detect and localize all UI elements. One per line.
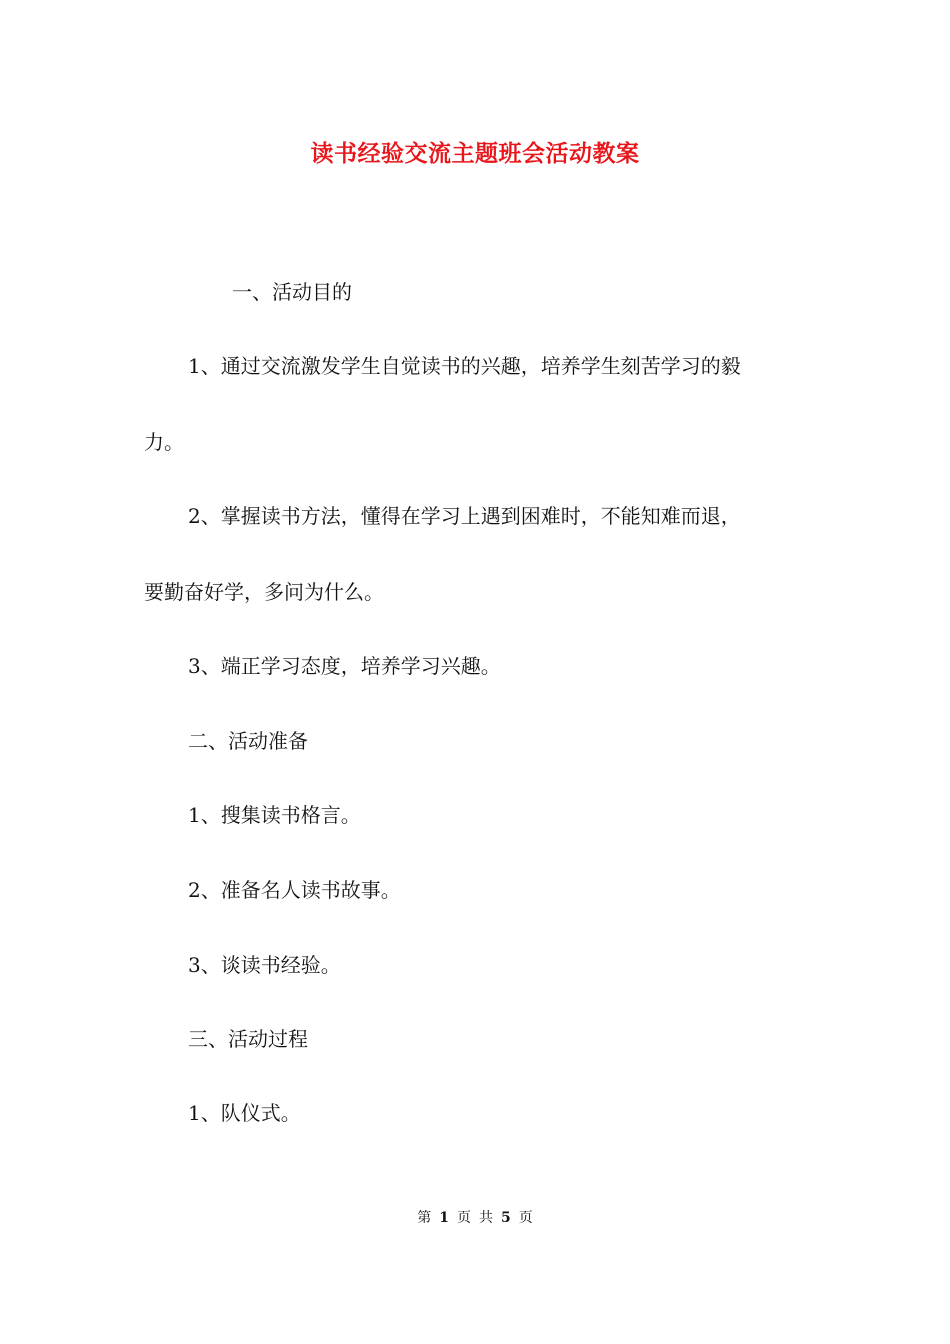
paragraph-line: 1、搜集读书格言。 — [188, 803, 361, 827]
paragraph-line: 3、谈读书经验。 — [188, 953, 341, 977]
footer-total-label: 页 — [518, 1210, 533, 1226]
paragraph-line: 2、掌握读书方法，懂得在学习上遇到困难时，不能知难而退， — [188, 504, 741, 528]
document-title: 读书经验交流主题班会活动教案 — [310, 140, 640, 167]
section-heading-process: 三、活动过程 — [188, 1027, 308, 1051]
footer-total-pages: 5 — [501, 1210, 511, 1226]
section-heading-preparation: 二、活动准备 — [188, 729, 308, 753]
paragraph-line: 1、通过交流激发学生自觉读书的兴趣，培养学生刻苦学习的毅 — [188, 354, 741, 378]
footer-page-prefix: 第 — [417, 1210, 432, 1226]
paragraph-line: 力。 — [144, 430, 184, 454]
paragraph-line: 3、端正学习态度，培养学习兴趣。 — [188, 654, 501, 678]
page-footer — [0, 1208, 950, 1228]
footer-total-prefix: 共 — [479, 1210, 493, 1226]
section-heading-purpose: 一、活动目的 — [232, 280, 352, 304]
paragraph-line: 1、队仪式。 — [188, 1101, 301, 1125]
paragraph-line: 2、准备名人读书故事。 — [188, 878, 401, 902]
footer-page-number: 1 — [439, 1210, 449, 1226]
footer-page-label: 页 — [457, 1210, 471, 1226]
paragraph-line: 要勤奋好学，多问为什么。 — [144, 580, 384, 604]
